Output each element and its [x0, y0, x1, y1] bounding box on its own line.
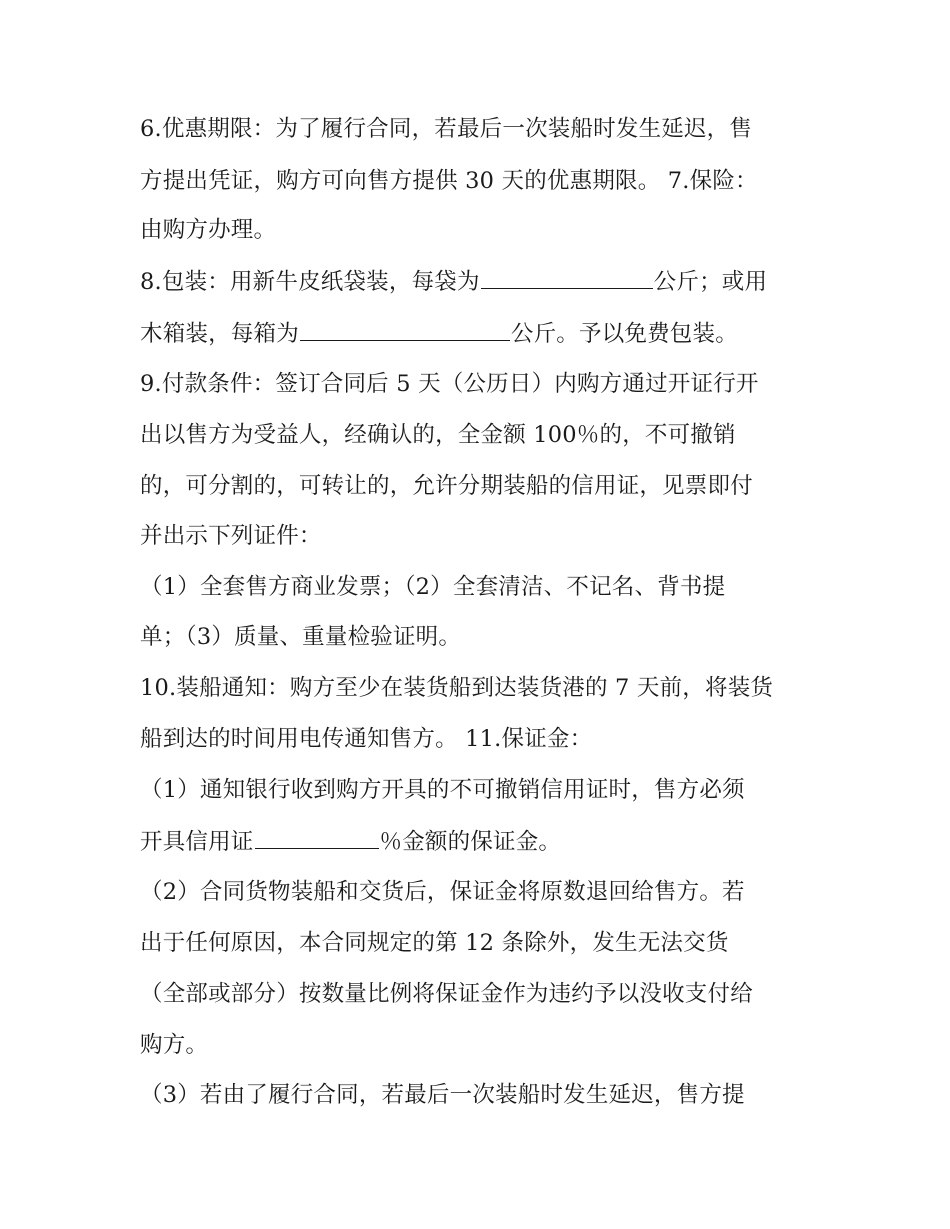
text-segment: ％金额的保证金。: [379, 829, 562, 855]
fill-in-blank: [255, 826, 379, 849]
text-line: （3）若由了履行合同，若最后一次装船时发生延迟，售方提: [140, 1082, 745, 1108]
text-line: 9.付款条件：签订合同后 5 天（公历日）内购方通过开证行开: [140, 371, 759, 397]
text-line: 并出示下列证件：: [140, 523, 322, 549]
text-segment: 8.包装：用新牛皮纸袋装，每袋为: [140, 269, 480, 295]
text-segment: 公斤。予以免费包装。: [510, 321, 738, 347]
text-line: （1）通知银行收到购方开具的不可撤销信用证时，售方必须: [140, 777, 745, 803]
text-line: （2）合同货物装船和交货后，保证金将原数退回给售方。若: [140, 879, 745, 905]
text-segment: 木箱装，每箱为: [140, 321, 299, 347]
text-segment: 开具信用证: [140, 829, 254, 855]
fill-in-blank: [300, 318, 510, 341]
text-line: 的，可分割的，可转让的，允许分期装船的信用证，见票即付: [140, 473, 753, 499]
text-line: 出以售方为受益人，经确认的，全金额 100％的，不可撤销: [140, 422, 736, 448]
text-line: [140, 826, 820, 857]
text-line: 单；（3）质量、重量检验证明。: [140, 624, 462, 650]
text-line: （1）全套售方商业发票；（2）全套清洁、不记名、背书提: [140, 574, 726, 600]
text-line: [140, 318, 820, 349]
text-line: 出于任何原因，本合同规定的第 12 条除外，发生无法交货: [140, 930, 729, 956]
text-line: 船到达的时间用电传通知售方。 11.保证金：: [140, 726, 593, 752]
text-segment: 公斤；或用: [653, 269, 768, 295]
text-line: 方提出凭证，购方可向售方提供 30 天的优惠期限。 7.保险：: [140, 168, 758, 194]
text-line: 由购方办理。: [140, 217, 277, 243]
text-line: 购方。: [140, 1032, 209, 1058]
text-line: 6.优惠期限：为了履行合同，若最后一次装船时发生延迟，售: [140, 116, 753, 142]
text-line: 10.装船通知：购方至少在装货船到达装货港的 7 天前，将装货: [140, 675, 774, 701]
text-line: （全部或部分）按数量比例将保证金作为违约予以没收支付给: [140, 981, 753, 1007]
fill-in-blank: [481, 266, 653, 289]
text-line: [140, 266, 820, 297]
